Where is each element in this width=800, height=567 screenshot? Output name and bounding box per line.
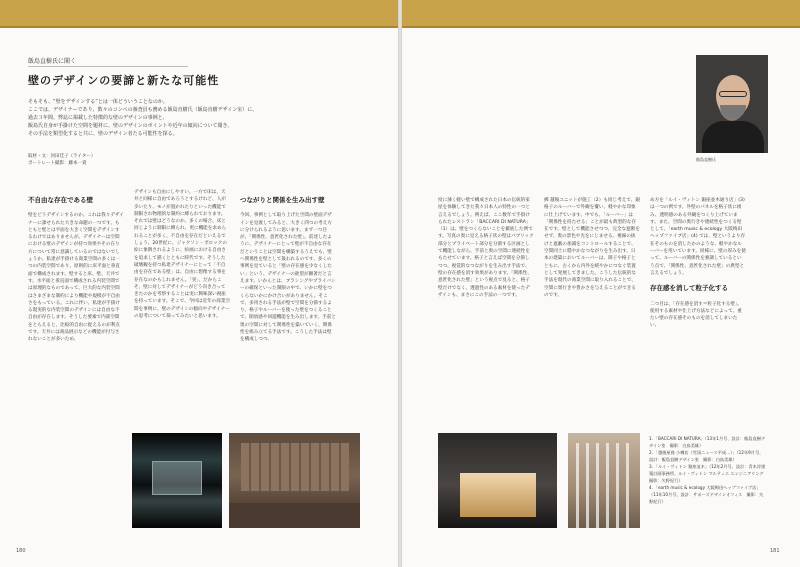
section-heading: 不自由な存在である壁 (28, 196, 93, 204)
lead-line: そもそも、“壁をデザインする”とは一体どういうことなのか。 (28, 99, 168, 105)
portrait-photo (696, 55, 768, 153)
left-page (0, 0, 398, 567)
caption-item: 4．「earth music & ecology 大阪梅田ヘップファイブ店」（11年10月号、設計：サポーズデザインオフィス 撮影：矢野紀行） (649, 485, 764, 504)
section-heading: 存在感を消して粒子化する (650, 284, 728, 293)
credit-line: ポートレート撮影：藤本一貴 (28, 161, 87, 166)
body-column-3 (240, 197, 336, 344)
body-column-2 (134, 189, 230, 320)
credit-line: 取材・文：河田佳子（ライター） (28, 154, 96, 159)
body-column-1 (28, 197, 124, 344)
body-column-5 (544, 197, 640, 299)
caption-item: 3．「ルイ・ヴィトン 銀座並木」（12年2月号、設計：青木淳建築計画事務所、ルイ・ヴィトン マルティエ エンジニアリング 撮影：矢野紀行） (649, 464, 768, 483)
photo-restaurant-interior (229, 433, 360, 528)
photo-bar-interior (132, 433, 222, 528)
lead-paragraph (28, 98, 328, 138)
portrait-caption: 飯島直樹氏 (696, 157, 716, 162)
lead-line: その手法を類型化すると共に、壁のデザイン者たる可能性を探る。 (28, 131, 178, 137)
photo-louver-interior (568, 433, 640, 528)
column-text: 二つ目は、「存在感を消す＝粒子化する壁」。使用する素材や仕上げ方法などによって、重たい壁の存在感そのものを消してしまいたい、 (650, 301, 742, 329)
lead-line: 飯島氏自身が手掛けた空間を題材に、壁のデザインのポイントや近年の傾向について聞き、 (28, 123, 233, 129)
page-number: 180 (16, 548, 26, 554)
page-number: 181 (770, 548, 780, 554)
column-text: 壁をどうデザインするのか。これは我々デザイナーに課せられた大きな命題の一つです。もともと壁とは平面を大きく空間をデザインするわけではありませんが、デザイナーは空間における壁のデザインが持つ効果やその在り方について常に意識しているのではないでしょうか。私達が手掛ける商業空間の多くは一つの内装空間であり、原則的に床平面と垂直面で構成されます。壁すると床、壁、天井です。水平面と垂直面で構成される内装空間では原理的なものであって、巨大的な内装空間はさまざまな制約により機能や規模が不自由さをもっている。これに伴い、私達が手掛ける現実的な内装空間のデザインには自由な不自由が存在します。そうした要素で内部空間をとらえると、比較的自由に捉えるのが利点です。天井には商品展示などの機能が付与されないことが多いため、 (28, 213, 124, 343)
column-text: デザインも自由にしやすい。一方で床は、天井と同様に自由であろうとするけれど、人が歩いたり、モノが置かれたりといった機能で制限され物理的な制約に縛られております。それでは壁はどうなのか。多くの場合、床と同じように制限に縛られ、更に機能を求められることが多く、不自由を存在だといえるでしょう。20世紀に、ジャクソン・ポロックの絵に象徴されるように、絵画における自由さを追求して描くとともに時代です。そうした破壊観を持つ私達デザイナーにとって「不自由を存在である壁」は、自由に想像する事を存在なのかもしれません。「実」、だからこそ、壁に対してデザイナーがどう向き合ってきたのかを考察することは実に興味深い視座を持っています。そこで、今回は近年の商業空間を事例に、壁のデザインの傾向やデザイナーの思考について探ってみたいと思います。 (134, 190, 231, 320)
column-text: 今回、事例として取り上げた空間の壁面デザインを見渡してみると、大きく四つの考え方に分けられるように思います。まず一つ目が、「関係性、意匠化された壁」。前述したように、デザイナーにとって壁が不自由な存在だということは空間を構築するうえでも、壁へ関係性を壁として扱われるのです。多くの事例を見ていると「壁の存在感を少なくしたい」という、デザイナーの欲望が顕著だと言えます。いかんとは、ブラシングやプライバシーの確保といった制限の中で、いかに壁をつくらないかにかけ合いがありません。そこで、多用される手法が壁で空間を分節するより、格子やルーバーを使った壁をつくることで、開放感や回遊機能を生み出します。手前と奥の空間に対して関係性を築いていく、関係性を組み立てる手法です。こうした手法は壁を構成しつつ、 (240, 213, 337, 343)
body-column-4 (438, 197, 534, 299)
caption-item: 2．「越後屋商 小樽店（雪国ニュース平成…）」（12年9月号、設計：飯島直樹デザイン室 撮影：白鳥美雄） (649, 450, 764, 462)
caption-item: 1．「BACCARI DI NATURA」（13年1月号、設計：飯島直樹デザイン室 撮影：白鳥美雄） (649, 436, 766, 448)
credits (28, 153, 95, 167)
lead-line: 過去３年間、弊誌に掲載した特徴的な壁のデザインの事例と、 (28, 115, 168, 121)
column-text: め方を「ルイ・ヴィトン 銀座並木通り店」(3) は一つの例です。外壁のパネルを格子状に組み、透明感のある外観をつくり上げています。また、空間の奥行きや連続性をつくる壁として、「earth music & ecology 大阪梅田ヘップファイブ店」(4) では、壁というより存在そのものを消したかのような、軽やかなルーバーを用いています。同様に、壁の厚みを使って、ルーバーの関係性を強調しているという点で、「関係性、意匠化された壁」の典型と言えるでしょう。 (650, 198, 746, 276)
lead-line: ここでは、デザイナーであり、数々のコンペの審査員も務める飯島直樹氏（飯島直樹デザイン室）に、 (28, 107, 258, 113)
section-heading: つながりと関係を生み出す壁 (240, 196, 325, 204)
photo-storefront-night (438, 433, 557, 528)
series-label: 飯島直樹氏に聞く (28, 58, 77, 65)
series-divider (28, 66, 188, 67)
column-text: 度に薄く軽い壁で構成された日本の伝統的家屋を体験してきた我々日本人の特性の一つと言えるでしょう。例えば、ここ数年で手掛けられたレストラン「BACCARI DI NATURA」（1）は、壁をつくらないことを徹底した例です。写真の奥に見える格子状の壁はパブリック部分とプライベート部分を分節する区画として機能しながら、手前と奥の空間に連続性をもたせています。格子と言えば空間を分節しつつ、視覚的なつながりを生み出す手法で、壁の存在感を消す効果があります。「関係性、意匠化された壁」という視点で見ると、格子壁だけでなく、透過性のある素材を使ったデザインも、まさにこの手法の一つです。 (438, 198, 534, 298)
photo-captions (649, 435, 767, 505)
article-title: 壁のデザインの要諦と新たな可能性 (28, 74, 220, 87)
top-accent-bar (402, 0, 800, 28)
column-text: 郵 越後ユニットが施工（2）も同じ考えで、銀格子のルーバーで外観を覆い、軽やかな印象に仕上げています。中でも、「ルーバー」は「関係性を持たせる」ことが最も典型的な存在です。壁として機能させつつ、完全な遮断をせず、奥の景色や光をにじませる。視線の抜けと遮蔽の加減をコントロールすることで、空間同士に穏やかなつながりを生み出す。日本の建築においてルーバーは、障子や格子とともに、古くから内外を緩やかにつなぐ装置として発展してきました。こうした伝統的な手法を現代の商業空間に取り入れることで、空間に奥行きや豊かさを与えることができるのです。 (544, 198, 640, 298)
body-column-6 (650, 197, 746, 330)
top-accent-bar (0, 0, 398, 28)
